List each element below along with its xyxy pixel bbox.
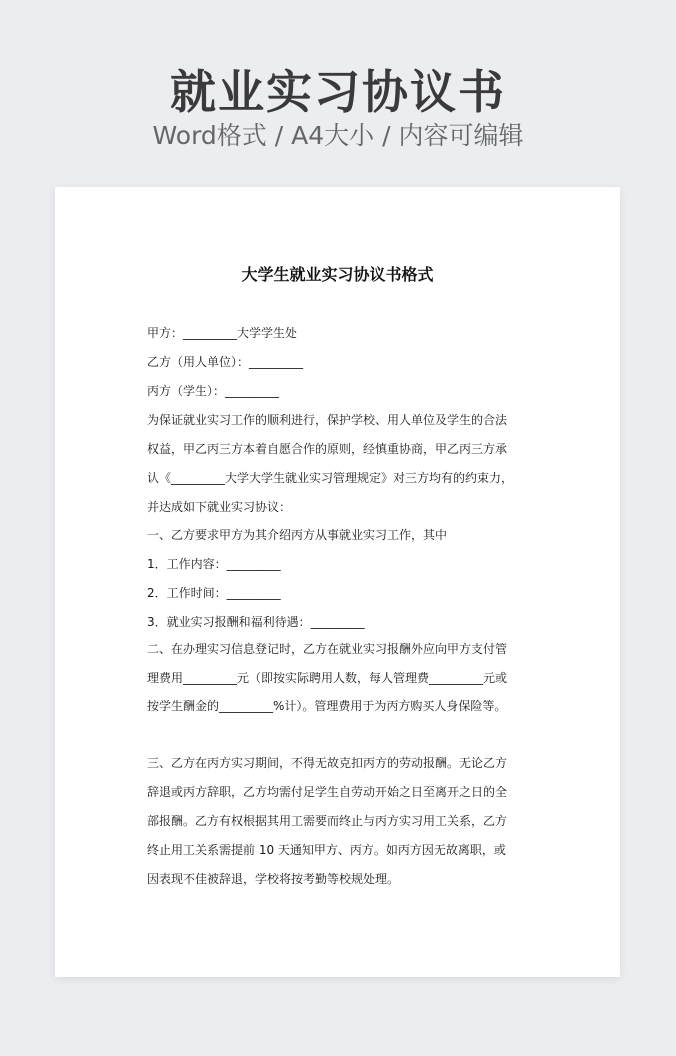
clause-three-line: 辞退或丙方辞职，乙方均需付足学生自劳动开始之日至离开之日的全 [147, 785, 508, 799]
clause-one-heading: 一、乙方要求甲方为其介绍丙方从事就业实习工作，其中 [147, 528, 448, 542]
banner-subtitle: Word格式 / A4大小 / 内容可编辑 [152, 121, 524, 150]
clause-three-line: 终止用工关系需提前 10 天通知甲方、丙方。如丙方因无故离职，或 [147, 843, 506, 857]
document-page [55, 187, 620, 977]
party-a-line: 甲方：_________大学学生处 [147, 326, 298, 340]
clause-two-line: 按学生酬金的_________%计）。管理费用于为丙方购买人身保险等。 [147, 699, 507, 713]
clause-two-line: 理费用_________元（即按实际聘用人数，每人管理费_________元或 [147, 671, 508, 685]
party-c-line: 丙方（学生）：_________ [147, 384, 280, 398]
clause-three-line: 因表现不佳被辞退，学校将按考勤等校规处理。 [147, 872, 400, 886]
work-time-line: 2．工作时间：_________ [147, 586, 281, 600]
clause-two-line: 二、在办理实习信息登记时，乙方在就业实习报酬外应向甲方支付管 [147, 642, 508, 656]
intro-paragraph-line: 并达成如下就业实习协议： [147, 500, 292, 514]
intro-paragraph-line: 认《_________大学大学生就业实习管理规定》对三方均有的约束力， [147, 471, 514, 485]
pay-benefits-line: 3．就业实习报酬和福利待遇：_________ [147, 615, 365, 629]
party-b-line: 乙方（用人单位）：_________ [147, 355, 304, 369]
intro-paragraph-line: 为保证就业实习工作的顺利进行，保护学校、用人单位及学生的合法 [147, 413, 508, 427]
intro-paragraph-line: 权益，甲乙丙三方本着自愿合作的原则，经慎重协商，甲乙丙三方承 [147, 442, 508, 456]
clause-three-line: 三、乙方在丙方实习期间，不得无故克扣丙方的劳动报酬。无论乙方 [147, 756, 508, 770]
work-content-line: 1．工作内容：_________ [147, 557, 281, 571]
document-title: 大学生就业实习协议书格式 [241, 265, 434, 284]
clause-three-line: 部报酬。乙方有权根据其用工需要而终止与丙方实习用工关系，乙方 [147, 814, 508, 828]
banner-title: 就业实习协议书 [170, 65, 506, 119]
